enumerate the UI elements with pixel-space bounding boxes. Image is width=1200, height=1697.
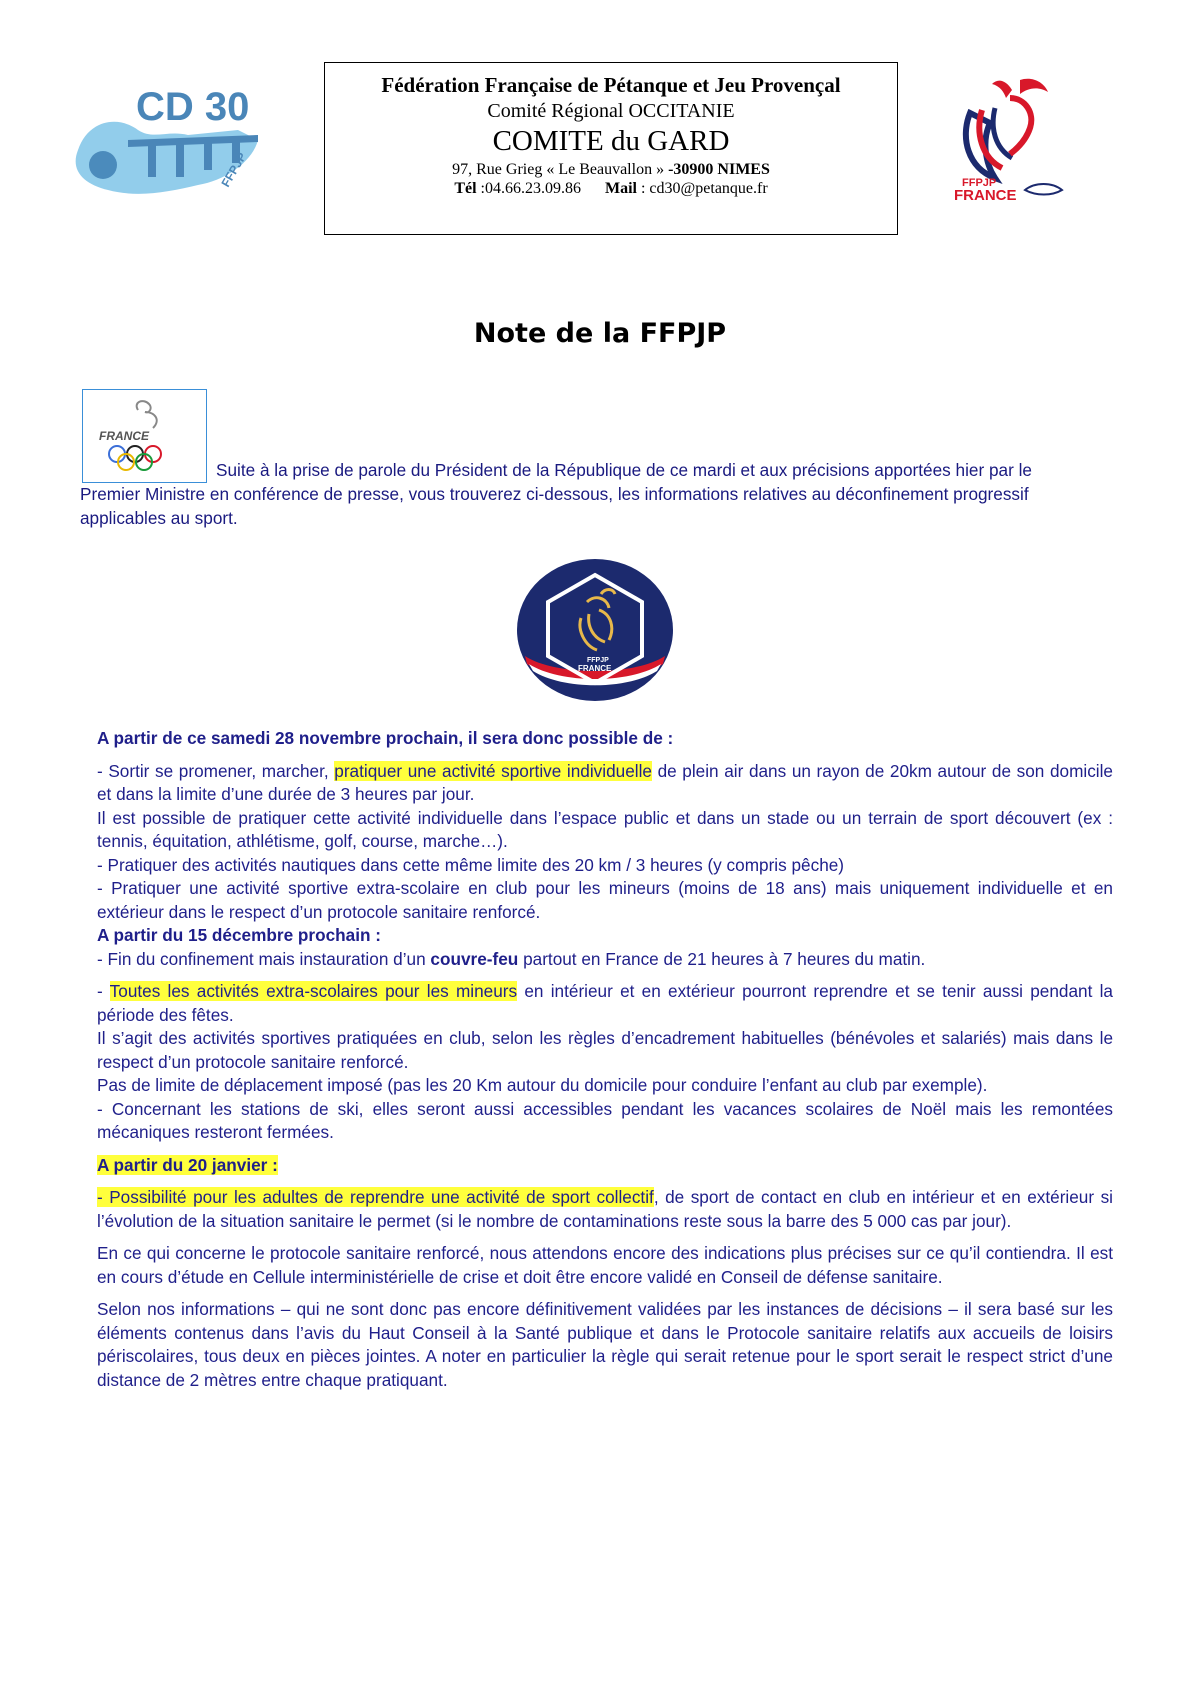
ffpjp-round-logo <box>515 558 675 703</box>
address-street: 97, Rue Grieg « Le Beauvallon » <box>452 161 669 178</box>
section1-item-3: - Pratiquer des activités nautiques dans cette même limite des 20 km / 3 heures (y compris pêche) <box>97 854 845 875</box>
ffpjp-logo-sub: FRANCE <box>954 187 1017 204</box>
section2-item-1-start: - Fin du confinement mais instauration d’un <box>97 948 431 969</box>
cd30-logo-text: CD 30 <box>136 85 250 129</box>
section2-item-4: Pas de limite de déplacement imposé (pas les 20 Km autour du domicile pour conduire l’enfant au club par exemple). <box>97 1075 988 1095</box>
section1-item-2: Il est possible de pratiquer cette activité individuelle dans l’espace public et dans un stade ou un terrain de sport découvert (ex : tennis, équitation, athlétisme, golf, course, marche…). <box>97 807 1113 851</box>
tel-label: Tél <box>454 180 477 197</box>
section1-heading: A partir de ce samedi 28 novembre prochain, il sera donc possible de : <box>97 728 674 748</box>
cnosf-logo-text: FRANCE <box>99 429 149 443</box>
address <box>325 161 897 179</box>
committee-name: COMITE du GARD <box>492 125 730 157</box>
mail-value: : cd30@petanque.fr <box>636 180 768 197</box>
page-title: Note de la FFPJP <box>473 318 727 349</box>
federation-name: Fédération Française de Pétanque et Jeu Provençal <box>381 73 841 97</box>
section2-item-2-start: - <box>97 981 110 1001</box>
regional-committee: Comité Régional OCCITANIE <box>487 100 735 122</box>
cd30-logo <box>58 80 282 205</box>
tel-value: :04.66.23.09.86 <box>476 180 581 197</box>
section3-heading-text: A partir du 20 janvier : <box>97 1154 278 1175</box>
ffpjp-logo-text: FFPJP <box>962 177 997 189</box>
section2-item-1-bold: couvre-feu <box>430 948 519 969</box>
section2-item-1 <box>97 948 1113 972</box>
section2-item-1-end: partout en France de 21 heures à 7 heures du matin. <box>518 948 926 969</box>
section3-heading <box>97 1154 1113 1178</box>
section1-item-1 <box>97 760 1113 807</box>
section1-item-1-end: de plein air dans un rayon de 20km autour de son domicile et dans la limite d’une durée de 3 heures par jour. <box>97 760 1113 804</box>
mail-label: Mail <box>604 180 637 197</box>
intro-paragraph <box>80 458 1090 530</box>
main-content <box>97 727 1113 1392</box>
section1-item-1-highlight: pratiquer une activité sportive individuelle <box>334 760 652 781</box>
section2-item-2 <box>97 980 1113 1027</box>
section3-item-1-end: , de sport de contact en club en intérieur et en extérieur si l’évolution de la situation sanitaire le permet (si le nombre de contaminations reste sous la barre des 5 000 cas par jour). <box>97 1187 1113 1231</box>
section3-item-1-highlight: - Possibilité pour les adultes de reprendre une activité de sport collectif <box>97 1187 654 1207</box>
info-paragraph: Selon nos informations – qui ne sont donc pas encore définitivement validées par les instances de décisions – il sera basé sur les éléments contenus dans l’avis du Haut Conseil à la Santé publique et dans le Protocole sanitaire relatifs aux accueils de loisirs périscolaires, tous deux en pièces jointes. A noter en particulier la règle qui serait retenue pour le sport serait le respect strict d’une distance de 2 mètres entre chaque pratiquant. <box>97 1299 1113 1390</box>
ffpjp-logo <box>940 68 1080 208</box>
section1-item-1-start: - Sortir se promener, marcher, <box>97 760 335 781</box>
section2-heading: A partir du 15 décembre prochain : <box>97 925 381 945</box>
contact-line <box>325 180 897 198</box>
section2-item-2-highlight: Toutes les activités extra-scolaires pour les mineurs <box>109 981 518 1001</box>
cd30-logo-sub: FFPJP <box>218 150 250 190</box>
section1-item-4: - Pratiquer une activité sportive extra-scolaire en club pour les mineurs (moins de 18 ans) mais uniquement individuelle et en extérieur dans le respect d’un protocole sanitaire renforcé. <box>97 878 1113 922</box>
protocol-paragraph: En ce qui concerne le protocole sanitaire renforcé, nous attendons encore des indications plus précises sur ce qu’il contiendra. Il est en cours d’étude en Cellule interministérielle de crise et doit être encore validé en Conseil de défense sanitaire. <box>97 1243 1113 1287</box>
letterhead-box <box>324 62 898 235</box>
section2-item-3: Il s’agit des activités sportives pratiquées en club, selon les règles d’encadrement habituelles (bénévoles et salariés) mais dans le respect d’un protocole sanitaire renforcé. <box>97 1028 1113 1072</box>
round-logo-sub: FRANCE <box>578 664 612 673</box>
section2-item-5: - Concernant les stations de ski, elles seront aussi accessibles pendant les vacances scolaires de Noël mais les remontées mécaniques resteront fermées. <box>97 1098 1113 1142</box>
round-logo-text: FFPJP <box>587 657 609 664</box>
intro-text: Suite à la prise de parole du Président de la République de ce mardi et aux précisions apportées hier par le Premier Ministre en conférence de presse, vous trouverez ci-dessous, les informations relatives au déconfinement progressif applicables au sport. <box>80 460 1032 528</box>
address-city: -30900 NIMES <box>668 161 770 178</box>
section2-item-2-end: en intérieur et en extérieur pourront reprendre et se tenir aussi pendant la période des fêtes. <box>97 981 1113 1025</box>
section3-item-1 <box>97 1186 1113 1233</box>
